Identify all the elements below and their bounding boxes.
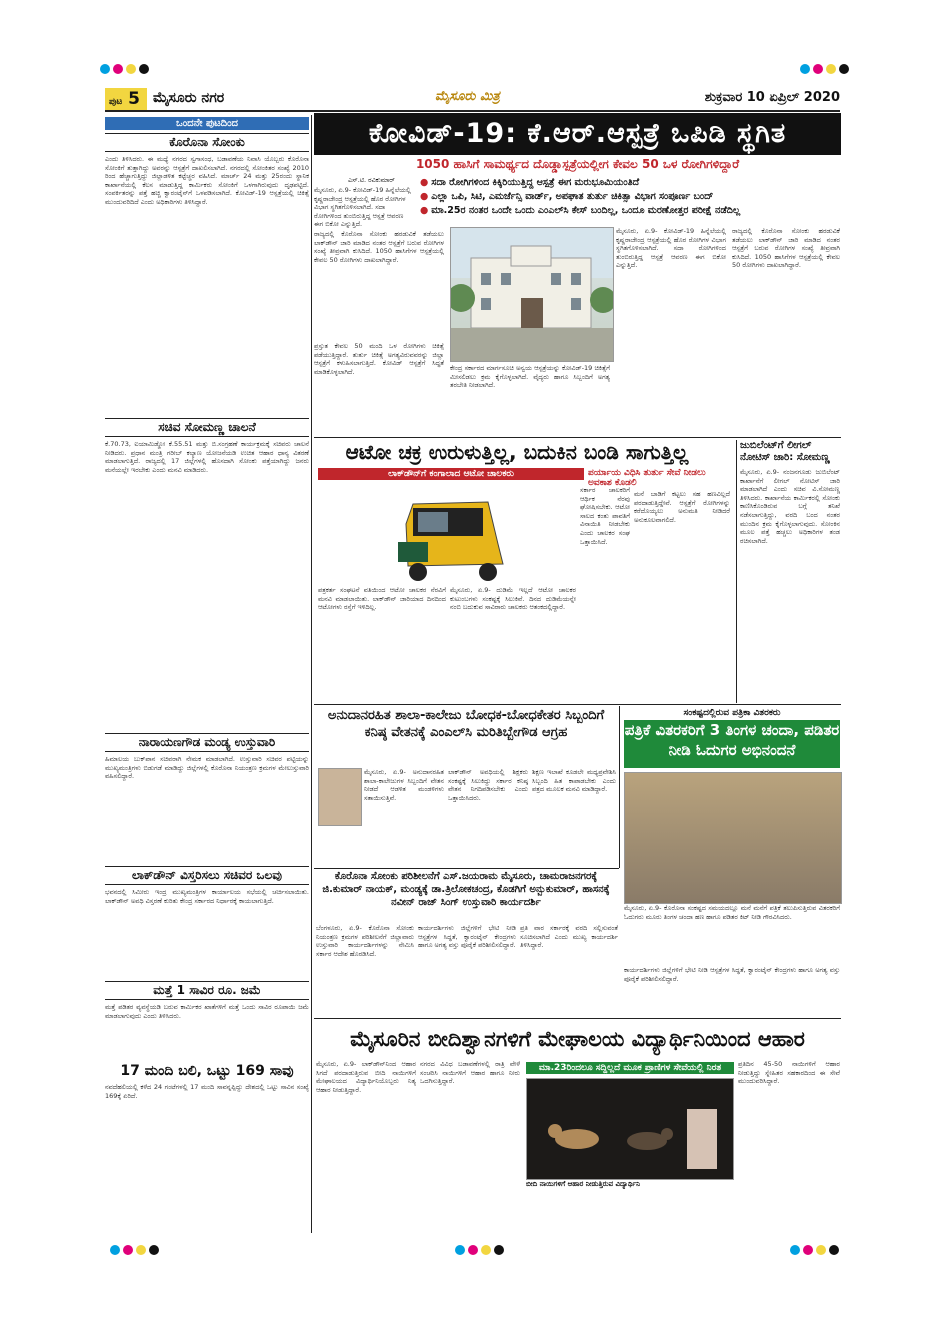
lead-col2-lower: ಪ್ರಸ್ತುತ ಕೇವಲ 50 ಮಂದಿ ಒಳ ರೋಗಿಗಳು ಚಿಕಿತ್ಸೆ ಪಡೆಯುತ್ತಿದ್ದಾರೆ. ತುರ್ತು ಚಿಕಿತ್ಸೆ ಅಗತ್ಯವಿರುವವರನ್ನು ಜಿಲ್ಲಾ ಆಸ್ಪತ್ರೆಗೆ ಕಳುಹಿಸಲಾಗುತ್ತಿದೆ. ಕೋವಿಡ್ ಆಸ್ಪತ್ರೆಗೆ ಸಿದ್ಧತೆ ಮಾಡಿಕೊಳ್ಳಲಾಗಿದೆ. bbox=[314, 342, 444, 376]
lecturers-col3: ಶಿಕ್ಷಣ ಇಲಾಖೆ ಕೂಡಲೇ ಮಧ್ಯಪ್ರವೇಶಿಸಿ ಸಿಬ್ಬಂದಿ ಹಿತ ಕಾಪಾಡಬೇಕು ಎಂದು ಪತ್ರದ ಮೂಲಕ ಮನವಿ ಮಾಡಿದ್ದಾರೆ. bbox=[532, 768, 616, 794]
story-body: ನವದೆಹಲಿಯಲ್ಲಿ ಕಳೆದ 24 ಗಂಟೆಗಳಲ್ಲಿ 17 ಮಂದಿ ಸಾವನ್ನಪ್ಪಿದ್ದು ದೇಶದಲ್ಲಿ ಒಟ್ಟು ಸಾವಿನ ಸಂಖ್ಯೆ 169ಕ್ಕೆ ಏರಿದೆ. bbox=[105, 1083, 309, 1100]
newspaper-photo bbox=[624, 772, 842, 904]
registration-mark bbox=[803, 1245, 813, 1255]
lecturers-col2: ಲಾಕ್‌ಡೌನ್ ಅವಧಿಯಲ್ಲಿ ಶಿಕ್ಷಕರು ಸಂಕಷ್ಟಕ್ಕೆ ಸಿಲುಕಿದ್ದು ಸರ್ಕಾರ ಕನಿಷ್ಠ ವೇತನ ನಿಗದಿಪಡಿಸಬೇಕು ಎಂದು ಒತ್ತಾಯಿಸಿದರು. bbox=[448, 768, 528, 802]
registration-mark bbox=[826, 64, 836, 74]
bullet-item: ● ಸದಾ ರೋಗಿಗಳಿಂದ ಕಿಕ್ಕಿರಿಯುತ್ತಿದ್ದ ಆಸ್ಪತ್ರೆ ಈಗ ಮರುಭೂಮಿಯಂತಿದೆ bbox=[420, 177, 640, 188]
registration-mark bbox=[813, 64, 823, 74]
auto-rickshaw-icon bbox=[318, 484, 576, 584]
story-body: ಎಂದು ತಿಳಿಸಿದರು. ಈ ಮಧ್ಯೆ ನಗರದ ಸ್ವಗಾಸಂಧ, ಬಡಾವಣೆಯ ನಿವಾಸಿ ಯೊಬ್ಬರು ಕೊರೊನಾ ಸೋಂಕಿಗೆ ತುತ್ತಾಗಿದ್ದು ಅವರನ್ನು ಆಸ್ಪತ್ರೆಗೆ ದಾಖಲಿಸಲಾಗಿದೆ. ನಗರದಲ್ಲಿ ಸೋಂಕಿತರ ಸಂಖ್ಯೆ 2010 ರಿಂದ ಹೆಚ್ಚಾಗುತ್ತಿದ್ದು ಜಿಲ್ಲಾಡಳಿತ ಕಟ್ಟೆಚ್ಚರ ವಹಿಸಿದೆ. ಮಾರ್ಚ್ 24 ಮತ್ತು 25ರಂದು ಸ್ಥಾನಿಕ ಕಾರ್ಖಾನೆಯಲ್ಲಿ ಕೆಲಸ ಮಾಡುತ್ತಿದ್ದ ಕಾರ್ಮಿಕರು ಸೋಂಕಿಗೆ ಒಳಗಾಗಿರುವುದು ದೃಢಪಟ್ಟಿದೆ. ಸಂಪರ್ಕಿತರನ್ನು ಪತ್ತೆ ಹಚ್ಚಿ ಕ್ವಾರಂಟೈನ್‌ಗೆ ಒಳಪಡಿಸಲಾಗಿದೆ. ಕೋವಿಡ್-19 ಆಸ್ಪತ್ರೆಯಲ್ಲಿ ಚಿಕಿತ್ಸೆ ಮುಂದುವರಿದಿದೆ ಎಂದು ಅಧಿಕಾರಿಗಳು ತಿಳಿಸಿದ್ದಾರೆ. bbox=[105, 155, 309, 206]
section-divider bbox=[314, 437, 841, 438]
column-divider bbox=[619, 706, 620, 868]
page-header bbox=[105, 88, 840, 112]
registration-mark bbox=[123, 1245, 133, 1255]
incharge-col2: ಕಾರ್ಯದರ್ಶಿಗಳು ಜಿಲ್ಲೆಗಳಿಗೆ ಭೇಟಿ ನೀಡಿ ಆಸ್ಪತ್ರೆಗಳ ಸಿದ್ಧತೆ, ಕ್ವಾರಂಟೈನ್ ಕೇಂದ್ರಗಳು ಹಾಗೂ ಅಗತ್ಯ ವಸ್ತು ಪೂರೈಕೆ ಪರಿಶೀಲಿಸಲಿದ್ದಾರೆ. bbox=[418, 924, 516, 950]
paper-logo: ಮೈಸೂರು ಮಿತ್ರ bbox=[435, 89, 500, 104]
registration-mark bbox=[149, 1245, 159, 1255]
auto-rickshaw-photo bbox=[318, 484, 576, 584]
incharge-col1: ಬೆಂಗಳೂರು, ಏ.9- ಕೊರೊನಾ ಸೋಂಕು ನಿಯಂತ್ರಣ ಕ್ರಮಗಳ ಪರಿಶೀಲನೆಗೆ ಜಿಲ್ಲಾವಾರು ಉಸ್ತುವಾರಿ ಕಾರ್ಯದರ್ಶಿಗಳನ್ನು ನೇಮಿಸಿ ಸರ್ಕಾರ ಆದೇಶ ಹೊರಡಿಸಿದೆ. bbox=[316, 924, 414, 958]
dogs-col1: ಮೈಸೂರು, ಏ.9- ಲಾಕ್‌ಡೌನ್‌ನಿಂದ ಆಹಾರ ಸಿಗದೆ ಪರದಾಡುತ್ತಿರುವ ಬೀದಿ ನಾಯಿಗಳಿಗೆ ಮೇಘಾಲಯದ ವಿದ್ಯಾರ್ಥಿನಿಯೊಬ್ಬರು ನಿತ್ಯ ಆಹಾರ ನೀಡುತ್ತಿದ್ದಾರೆ. bbox=[316, 1060, 416, 1094]
story-title: ಕೊರೊನಾ ಸೋಂಕು bbox=[105, 133, 309, 152]
incharge-headline: ಕೊರೊನಾ ಸೋಂಕು ಪರಿಶೀಲನೆಗೆ ಎಸ್.ಜಯರಾಮ ಮೈಸೂರು, ಚಾಮರಾಜನಗರಕ್ಕೆ ಜಿ.ಕುಮಾರ್ ನಾಯಕ್, ಮಂಡ್ಯಕ್ಕೆ ಡಾ.ತ್ರಿಲೋಕಚಂದ್ರ, ಕೊಡಗಿಗೆ ಅನ್ಬುಕುಮಾರ್, ಹಾಸನಕ್ಕೆ ನವೀನ್ ರಾಜ್ ಸಿಂಗ್ ಉಸ್ತುವಾರಿ ಕಾರ್ಯದರ್ಶಿ bbox=[322, 871, 610, 908]
mlc-portrait bbox=[318, 768, 362, 826]
dogs-caption: ಬೀದಿ ನಾಯಿಗಳಿಗೆ ಆಹಾರ ನೀಡುತ್ತಿರುವ ವಿದ್ಯಾರ್ಥಿನಿ bbox=[526, 1180, 641, 1188]
registration-mark bbox=[136, 1245, 146, 1255]
right-story-body: ಮೈಸೂರು, ಏ.9- ನಂಜನಗೂಡು ಜುಬಿಲೆಂಟ್ ಕಾರ್ಖಾನೆಗೆ ಲೀಗಲ್ ನೋಟಿಸ್ ಜಾರಿ ಮಾಡಲಾಗಿದೆ ಎಂದು ಸಚಿವ ವಿ.ಸೋಮಣ್ಣ ತಿಳಿಸಿದರು. ಕಾರ್ಖಾನೆಯ ಕಾರ್ಮಿಕರಲ್ಲಿ ಸೋಂಕು ಕಾಣಿಸಿಕೊಂಡಿರುವ ಬಗ್ಗೆ ತನಿಖೆ ನಡೆಸಲಾಗುತ್ತಿದ್ದು, ವರದಿ ಬಂದ ನಂತರ ಮುಂದಿನ ಕ್ರಮ ಕೈಗೊಳ್ಳಲಾಗುವುದು. ಸೋಂಕಿನ ಮೂಲ ಪತ್ತೆ ಹಚ್ಚಲು ಅಧಿಕಾರಿಗಳ ತಂಡ ರಚಿಸಲಾಗಿದೆ. bbox=[740, 468, 840, 545]
story-title: ಸಚಿವ ಸೋಮಣ್ಣ ಚಾಲನೆ bbox=[105, 418, 309, 437]
lead-byline: ಎಸ್.ಟಿ. ರವಿಕುಮಾರ್ bbox=[348, 176, 395, 184]
dog-icon bbox=[527, 1079, 733, 1179]
dogs-col2: ನಗರದ ವಿವಿಧ ಬಡಾವಣೆಗಳಲ್ಲಿ ರಾತ್ರಿ ವೇಳೆ ಸಂಚರಿಸಿ ನಾಯಿಗಳಿಗೆ ಆಹಾರ ಹಾಗೂ ನೀರು ಒದಗಿಸುತ್ತಿದ್ದಾರೆ. bbox=[420, 1060, 520, 1086]
right-story-title: ಜುಬಿಲೆಂಟ್‌ಗೆ ಲೀಗಲ್ ನೋಟಿಸ್ ಜಾರಿ: ಸೋಮಣ್ಣ bbox=[740, 440, 830, 463]
page-date: ಶುಕ್ರವಾರ 10 ಏಪ್ರಿಲ್ 2020 bbox=[704, 90, 840, 105]
story-body: ಭವನದಲ್ಲಿ ಸಿಮೀರು ಇಂದ್ರ ಮುಖ್ಯಮಂತ್ರಿಗಳ ಕಾರ್ಯಾಲಯ ಸಭೆಯಲ್ಲಿ ಚರ್ಚಿಸಲಾಯಿತು. ಲಾಕ್‌ಡೌನ್ ಅವಧಿ ವಿಸ್ತರಣೆ ಕುರಿತು ಕೇಂದ್ರ ಸರ್ಕಾರದ ನಿರ್ಧಾರಕ್ಕೆ ಕಾಯಲಾಗುತ್ತಿದೆ. bbox=[105, 888, 309, 905]
dogs-photo bbox=[526, 1078, 734, 1180]
registration-mark bbox=[139, 64, 149, 74]
newspaper-headline: ಪತ್ರಿಕೆ ವಿತರಕರಿಗೆ 3 ತಿಂಗಳ ಚಂದಾ, ಪಡಿತರ ನೀಡಿ ಓದುಗರ ಅಭಿನಂದನೆ bbox=[624, 720, 840, 768]
registration-mark bbox=[126, 64, 136, 74]
lead-col1-lower: ರಾಜ್ಯದಲ್ಲಿ ಕೊರೊನಾ ಸೋಂಕು ಹರಡುವಿಕೆ ತಡೆಯಲು ಲಾಕ್‌ಡೌನ್ ಜಾರಿ ಮಾಡಿದ ನಂತರ ಆಸ್ಪತ್ರೆಗೆ ಬರುವ ರೋಗಿಗಳ ಸಂಖ್ಯೆ ತೀವ್ರವಾಗಿ ಕುಸಿದಿದೆ. 1050 ಹಾಸಿಗೆಗಳ ಆಸ್ಪತ್ರೆಯಲ್ಲಿ ಕೇವಲ 50 ರೋಗಿಗಳು ದಾಖಲಾಗಿದ್ದಾರೆ. bbox=[314, 230, 444, 264]
lead-col5: ರಾಜ್ಯದಲ್ಲಿ ಕೊರೊನಾ ಸೋಂಕು ಹರಡುವಿಕೆ ತಡೆಯಲು ಲಾಕ್‌ಡೌನ್ ಜಾರಿ ಮಾಡಿದ ನಂತರ ಆಸ್ಪತ್ರೆಗೆ ಬರುವ ರೋಗಿಗಳ ಸಂಖ್ಯೆ ತೀವ್ರವಾಗಿ ಕುಸಿದಿದೆ. 1050 ಹಾಸಿಗೆಗಳ ಆಸ್ಪತ್ರೆಯಲ್ಲಿ ಕೇವಲ 50 ರೋಗಿಗಳು ದಾಖಲಾಗಿದ್ದಾರೆ. bbox=[732, 227, 840, 270]
registration-mark bbox=[113, 64, 123, 74]
newspaper-kicker: ಸಂಕಷ್ಟದಲ್ಲಿರುವ ಪತ್ರಿಕಾ ವಿತರಕರು bbox=[683, 708, 781, 718]
auto-headline: ಆಟೋ ಚಕ್ರ ಉರುಳುತ್ತಿಲ್ಲ, ಬದುಕಿನ ಬಂಡಿ ಸಾಗುತ್ತಿಲ್ಲ bbox=[345, 440, 689, 464]
registration-mark bbox=[839, 64, 849, 74]
lead-col3: ಕೇಂದ್ರ ಸರ್ಕಾರದ ಮಾರ್ಗಸೂಚಿ ಅನ್ವಯ ಆಸ್ಪತ್ರೆಯನ್ನು ಕೋವಿಡ್-19 ಚಿಕಿತ್ಸೆಗೆ ಮೀಸಲಿಡಲು ಕ್ರಮ ಕೈಗೊಳ್ಳಲಾಗಿದೆ. ವೈದ್ಯರು ಹಾಗೂ ಸಿಬ್ಬಂದಿಗೆ ಅಗತ್ಯ ತರಬೇತಿ ನೀಡಲಾಗಿದೆ. bbox=[450, 364, 610, 390]
lead-col4: ಮೈಸೂರು, ಏ.9- ಕೋವಿಡ್-19 ಹಿನ್ನೆಲೆಯಲ್ಲಿ ಕೃಷ್ಣರಾಜೇಂದ್ರ ಆಸ್ಪತ್ರೆಯಲ್ಲಿ ಹೊರ ರೋಗಿಗಳ ವಿಭಾಗ ಸ್ಥಗಿತಗೊಳಿಸಲಾಗಿದೆ. ಸದಾ ರೋಗಿಗಳಿಂದ ತುಂಬಿರುತ್ತಿದ್ದ ಆಸ್ಪತ್ರೆ ಆವರಣ ಈಗ ಬಿಕೋ ಎನ್ನುತ್ತಿದೆ. bbox=[616, 227, 726, 270]
auto-col3: ಸರ್ಕಾರ ಚಾಲಕರಿಗೆ ಆರ್ಥಿಕ ನೆರವು ಘೋಷಿಸಬೇಕು. ಆಟೋ ಸಾಲದ ಕಂತು ಪಾವತಿಗೆ ವಿನಾಯಿತಿ ನೀಡಬೇಕು ಎಂದು ಚಾಲಕರ ಸಂಘ ಒತ್ತಾಯಿಸಿದೆ. bbox=[580, 486, 630, 546]
registration-mark bbox=[829, 1245, 839, 1255]
registration-mark bbox=[455, 1245, 465, 1255]
continued-tag: ಒಂದನೇ ಪುಟದಿಂದ bbox=[105, 117, 309, 130]
auto-col2: ಮೈಸೂರು, ಏ.9- ದುಡಿಮೆ ಇಲ್ಲದೆ ಆಟೋ ಚಾಲಕರ ಕುಟುಂಬಗಳು ಸಂಕಷ್ಟಕ್ಕೆ ಸಿಲುಕಿವೆ. ದಿನದ ದುಡಿಮೆಯನ್ನೇ ನಂಬಿ ಬದುಕುವ ಸಾವಿರಾರು ಚಾಲಕರು ಆತಂಕದಲ್ಲಿದ್ದಾರೆ. bbox=[450, 586, 576, 612]
story-title: 17 ಮಂದಿ ಬಲಿ, ಒಟ್ಟು 169 ಸಾವು bbox=[120, 1063, 294, 1079]
story-body: ಕೆ.70.73, ಐಯಾಮಿಡ್ಡೋ ಕೆ.55.51 ಮತ್ತು ಬಿ.ಸಂಗ್ರಹಣೆ ಕಾರ್ಯಕ್ರಮಕ್ಕೆ ಸಚಿವರು ಚಾಲನೆ ನೀಡಿದರು. ಪ್ರಧಾನ ಮಂತ್ರಿ ಗರೀಬ್ ಕಲ್ಯಾಣ ಯೋಜನೆಯಡಿ ಉಚಿತ ಆಹಾರ ಧಾನ್ಯ ವಿತರಣೆ ಮಾಡಲಾಗುತ್ತಿದೆ. ರಾಜ್ಯದಲ್ಲಿ 17 ಜಿಲ್ಲೆಗಳಲ್ಲಿ ಹೊಸದಾಗಿ ಸೋಂಕು ಪತ್ತೆಯಾಗಿದ್ದು ಜನರು ಮನೆಯಲ್ಲೇ ಇರಬೇಕು ಎಂದು ಮನವಿ ಮಾಡಿದರು. bbox=[105, 440, 309, 474]
right-column bbox=[740, 440, 840, 702]
page-number-box bbox=[105, 88, 147, 110]
lecturers-headline: ಅನುದಾನರಹಿತ ಶಾಲಾ-ಕಾಲೇಜು ಬೋಧಕ-ಬೋಧಕೇತರ ಸಿಬ್ಬಂದಿಗೆ ಕನಿಷ್ಠ ವೇತನಕ್ಕೆ ಎಂಎಲ್‌ಸಿ ಮರಿತಿಬ್ಬೇಗೌಡ ಆಗ್ರಹ bbox=[327, 708, 605, 740]
auto-tag: ಲಾಕ್‌ಡೌನ್‌ಗೆ ಕಂಗಾಲಾದ ಆಟೋ ಚಾಲಕರು bbox=[318, 468, 584, 480]
section-divider bbox=[314, 1018, 841, 1019]
lead-col1-text: ಮೈಸೂರು, ಏ.9- ಕೋವಿಡ್-19 ಹಿನ್ನೆಲೆಯಲ್ಲಿ ಕೃಷ್ಣರಾಜೇಂದ್ರ ಆಸ್ಪತ್ರೆಯಲ್ಲಿ ಹೊರ ರೋಗಿಗಳ ವಿಭಾಗ ಸ್ಥಗಿತಗೊಳಿಸಲಾಗಿದೆ. ಸದಾ ರೋಗಿಗಳಿಂದ ತುಂಬಿರುತ್ತಿದ್ದ ಆಸ್ಪತ್ರೆ ಆವರಣ ಈಗ ಬಿಕೋ ಎನ್ನುತ್ತಿದೆ. bbox=[314, 186, 411, 228]
page-number: 5 bbox=[128, 89, 140, 109]
bullet-item: ● ಮಾ.25ರ ನಂತರ ಒಂದೇ ಒಂದು ಎಂಎಲ್‌ಸಿ ಕೇಸ್ ಬಂದಿಲ್ಲ, ಒಂದೂ ಮರಣೋತ್ತರ ಪರೀಕ್ಷೆ ನಡೆದಿಲ್ಲ bbox=[420, 205, 741, 216]
incharge-col3: ಪ್ರತಿ ವಾರ ಸರ್ಕಾರಕ್ಕೆ ವರದಿ ಸಲ್ಲಿಸುವಂತೆ ಸೂಚಿಸಲಾಗಿದೆ ಎಂದು ಮುಖ್ಯ ಕಾರ್ಯದರ್ಶಿ ತಿಳಿಸಿದ್ದಾರೆ. bbox=[520, 924, 618, 950]
story-title: ಮತ್ತೆ 1 ಸಾವಿರ ರೂ. ಜಮೆ bbox=[105, 981, 309, 1000]
lead-subheadline: 1050 ಹಾಸಿಗೆ ಸಾಮರ್ಥ್ಯದ ದೊಡ್ಡಾಸ್ಪತ್ರೆಯಲ್ಲೀಗ ಕೇವಲ 50 ಒಳ ರೋಗಿಗಳಿದ್ದಾರೆ bbox=[415, 157, 740, 171]
newspaper-body-2: ಕಾರ್ಯದರ್ಶಿಗಳು ಜಿಲ್ಲೆಗಳಿಗೆ ಭೇಟಿ ನೀಡಿ ಆಸ್ಪತ್ರೆಗಳ ಸಿದ್ಧತೆ, ಕ್ವಾರಂಟೈನ್ ಕೇಂದ್ರಗಳು ಹಾಗೂ ಅಗತ್ಯ ವಸ್ತು ಪೂರೈಕೆ ಪರಿಶೀಲಿಸಲಿದ್ದಾರೆ. bbox=[624, 966, 840, 983]
dogs-col3: ಪ್ರತಿದಿನ 45-50 ನಾಯಿಗಳಿಗೆ ಆಹಾರ ನೀಡುತ್ತಿದ್ದು ಸ್ನೇಹಿತರ ಸಹಕಾರದಿಂದ ಈ ಸೇವೆ ಮುಂದುವರಿಸಿದ್ದಾರೆ. bbox=[738, 1060, 840, 1086]
section-title: ಮೈಸೂರು ನಗರ bbox=[153, 90, 225, 106]
registration-mark bbox=[110, 1245, 120, 1255]
left-column bbox=[105, 117, 309, 1232]
section-divider bbox=[314, 868, 619, 869]
registration-mark bbox=[800, 64, 810, 74]
registration-mark bbox=[790, 1245, 800, 1255]
dogs-headline: ಮೈಸೂರಿನ ಬೀದಿಶ್ವಾನಗಳಿಗೆ ಮೇಘಾಲಯ ವಿದ್ಯಾರ್ಥಿನಿಯಿಂದ ಆಹಾರ bbox=[350, 1027, 805, 1051]
story-body: ಹಿಮಾಲಯ ಬುಕ್‌ಪಾನ ಸಚಿವರಾಗಿ ನೇಮಕ ಮಾಡಲಾಗಿದೆ. ಉಸ್ತುವಾರಿ ಸಚಿವರ ಪಟ್ಟಿಯನ್ನು ಮುಖ್ಯಮಂತ್ರಿಗಳು ಬಿಡುಗಡೆ ಮಾಡಿದ್ದು ಜಿಲ್ಲೆಗಳಲ್ಲಿ ಕೊರೊನಾ ನಿಯಂತ್ರಣ ಕ್ರಮಗಳ ಮೇಲುಸ್ತುವಾರಿ ವಹಿಸಲಿದ್ದಾರೆ. bbox=[105, 755, 309, 781]
lead-bullets bbox=[420, 176, 840, 224]
registration-mark bbox=[494, 1245, 504, 1255]
section-divider bbox=[314, 704, 841, 705]
registration-mark bbox=[468, 1245, 478, 1255]
auto-col1: ಪತ್ರಕರ್ತ ಸಂಘಟನೆ ವತಿಯಿಂದ ಆಟೋ ಚಾಲಕರ ನೆರವಿಗೆ ಮನವಿ ಮಾಡಲಾಯಿತು. ಲಾಕ್‌ಡೌನ್ ಜಾರಿಯಾದ ದಿನದಿಂದ ಆಟೋಗಳು ರಸ್ತೆಗೆ ಇಳಿದಿಲ್ಲ. bbox=[318, 586, 446, 612]
column-divider bbox=[736, 440, 737, 703]
newspaper-body: ಮೈಸೂರು, ಏ.9- ಕೊರೊನಾ ಸಂಕಷ್ಟದ ಸಮಯದಲ್ಲೂ ಮನೆ ಮನೆಗೆ ಪತ್ರಿಕೆ ತಲುಪಿಸುತ್ತಿರುವ ವಿತರಕರಿಗೆ ಓದುಗರು ಮೂರು ತಿಂಗಳ ಚಂದಾ ಹಣ ಹಾಗೂ ಪಡಿತರ ಕಿಟ್ ನೀಡಿ ಗೌರವಿಸಿದರು. bbox=[624, 904, 840, 921]
registration-mark bbox=[816, 1245, 826, 1255]
story-title: ನಾರಾಯಣಗೌಡ ಮಂಡ್ಯ ಉಸ್ತುವಾರಿ bbox=[105, 733, 309, 752]
lead-headline: ಕೋವಿಡ್-19: ಕೆ.ಆರ್.ಆಸ್ಪತ್ರೆ ಒಪಿಡಿ ಸ್ಥಗಿತ bbox=[314, 113, 841, 155]
column-divider bbox=[311, 115, 312, 1233]
registration-mark bbox=[481, 1245, 491, 1255]
auto-side-head: ಪರ್ಯಾಯ ವಿಧಿಸಿ ತುರ್ತು ಸೇವೆ ನೀಡಲು ಅವಕಾಶ ಕೊಡಲಿ bbox=[588, 468, 706, 488]
auto-col4: ಮನೆ ಬಾಡಿಗೆ ಕಟ್ಟಲು ಸಹ ಹಣವಿಲ್ಲದೆ ಪರದಾಡುತ್ತಿದ್ದೇವೆ. ಆಸ್ಪತ್ರೆಗೆ ರೋಗಿಗಳನ್ನು ಕರೆದೊಯ್ಯಲು ಅನುಮತಿ ನೀಡಿದರೆ ಅನುಕೂಲವಾಗಲಿದೆ. bbox=[634, 490, 730, 524]
registration-mark bbox=[100, 64, 110, 74]
page-label: ಪುಟ bbox=[109, 97, 123, 107]
lecturers-col1: ಮೈಸೂರು, ಏ.9- ಅನುದಾನರಹಿತ ಶಾಲಾ-ಕಾಲೇಜುಗಳ ಸಿಬ್ಬಂದಿಗೆ ವೇತನ ನೀಡದೆ ಆಡಳಿತ ಮಂಡಳಿಗಳು ಸತಾಯಿಸುತ್ತಿವೆ. bbox=[364, 768, 444, 802]
hospital-building-icon bbox=[451, 228, 613, 361]
hospital-photo bbox=[450, 227, 614, 362]
story-body: ಮತ್ತೆ ಪಡಿತರ ವ್ಯವಸ್ಥೆಯಡಿ ಬರುವ ಕಾರ್ಮಿಕರ ಖಾತೆಗಳಿಗೆ ಮತ್ತೆ ಒಂದು ಸಾವಿರ ರೂಪಾಯಿ ಜಮೆ ಮಾಡಲಾಗುವುದು ಎಂದು ತಿಳಿಸಿದರು. bbox=[105, 1003, 309, 1020]
bullet-item: ● ಎಲ್ಲಾ ಒಪಿ, ಸಿಟಿ, ಎಮರ್ಜೆನ್ಸಿ ವಾರ್ಡ್, ಅಪಘಾತ ತುರ್ತು ಚಿಕಿತ್ಸಾ ವಿಭಾಗ ಸಂಪೂರ್ಣ ಬಂದ್ bbox=[420, 191, 714, 202]
dogs-tag: ಮಾ.23ರಿಂದಲೂ ಸದ್ದಿಲ್ಲದೆ ಮೂಕ ಪ್ರಾಣಿಗಳ ಸೇವೆಯಲ್ಲಿ ನಿರತ bbox=[526, 1062, 734, 1074]
story-title: ಲಾಕ್‌ಡೌನ್ ವಿಸ್ತರಿಸಲು ಸಚಿವರ ಒಲವು bbox=[105, 866, 309, 885]
